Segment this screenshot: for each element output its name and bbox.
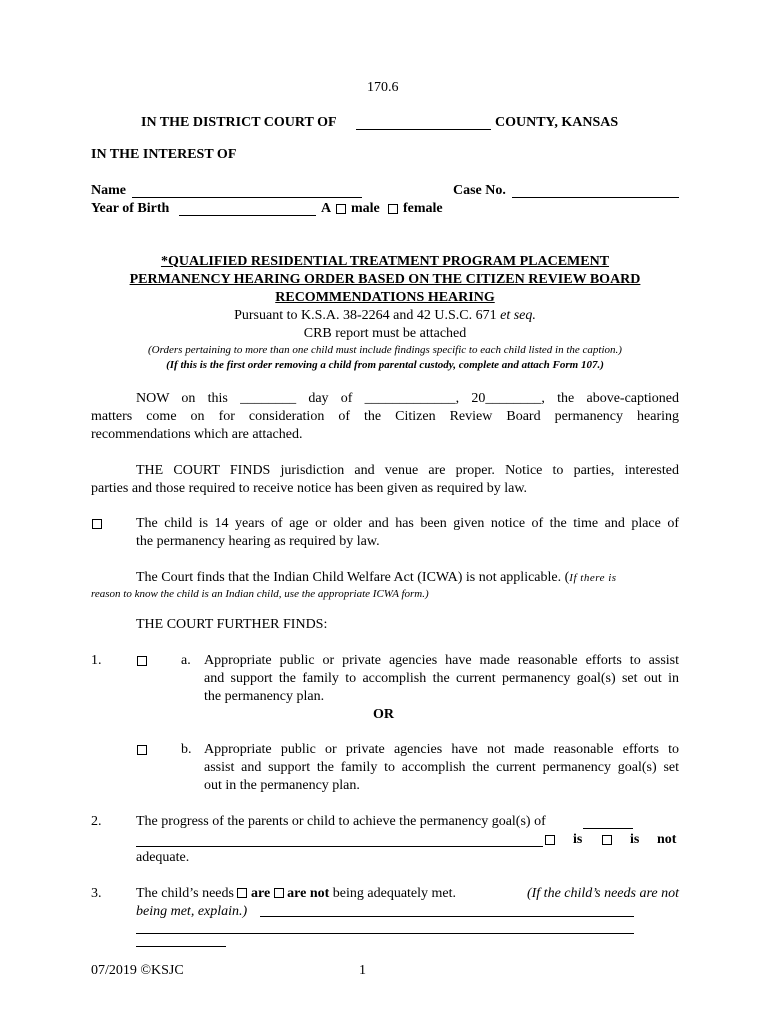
item-1a-line3: the permanency plan. — [204, 689, 325, 704]
needs-explain-note-1: (If the child’s needs are not — [526, 886, 679, 901]
county-blank[interactable] — [356, 117, 491, 130]
female-label: female — [403, 201, 443, 216]
item-2-line1: The progress of the parents or child to achieve the permanency goal(s) of — [136, 814, 546, 829]
footer-date: 07/2019 ©KSJC — [91, 963, 184, 978]
icwa-italic: If there is — [569, 572, 617, 584]
goal-blank-1[interactable] — [583, 816, 633, 829]
now-line1: NOW on this ________ day of _____________, 20________, the above-captioned — [136, 391, 679, 406]
first-order-note: (If this is the first order removing a child from parental custody, complete and attach Form 107.) — [166, 359, 604, 371]
explain-line-1[interactable] — [260, 916, 634, 917]
yob-blank[interactable] — [179, 203, 316, 216]
age-line2: the permanency hearing as required by law. — [136, 534, 380, 549]
further-finds-heading: THE COURT FURTHER FINDS: — [136, 617, 328, 632]
needs-are-checkbox[interactable] — [237, 888, 247, 898]
name-label: Name — [91, 183, 126, 198]
age-14-checkbox[interactable] — [92, 519, 102, 529]
multi-child-note: (Orders pertaining to more than one child must include findings specific to each child listed in the caption.) — [148, 344, 622, 356]
item-1a-checkbox[interactable] — [137, 656, 147, 666]
statute-prefix: Pursuant to K.S.A. 38-2264 and 42 U.S.C. 671 — [234, 308, 497, 323]
needs-are-label: are — [250, 886, 271, 901]
name-blank[interactable] — [132, 185, 362, 198]
item-1b-line1: Appropriate public or private agencies have not made reasonable efforts to — [204, 742, 679, 757]
icwa-text: The Court finds that the Indian Child Welfare Act (ICWA) is not applicable. ( — [136, 570, 570, 585]
form-number: 170.6 — [367, 80, 399, 95]
needs-met-text: being adequately met. — [332, 886, 457, 901]
case-blank[interactable] — [512, 185, 679, 198]
item-3-line1 — [136, 886, 679, 902]
finds-line1: THE COURT FINDS jurisdiction and venue are proper. Notice to parties, interested — [136, 463, 679, 478]
now-line2: matters come on for consideration of the Citizen Review Board permanency hearing — [91, 409, 679, 424]
statute-italic: et seq. — [500, 308, 536, 323]
item-1-number: 1. — [91, 653, 102, 668]
item-1b-line2: assist and support the family to accomplish the current permanency goal(s) set — [204, 760, 679, 775]
case-label: Case No. — [453, 183, 506, 198]
explain-line-2[interactable] — [136, 933, 634, 934]
page-number: 1 — [359, 963, 366, 978]
item-1b-line3: out in the permanency plan. — [204, 778, 360, 793]
court-prefix: IN THE DISTRICT COURT OF — [141, 115, 337, 130]
a-label: A — [321, 201, 332, 216]
item-2-number: 2. — [91, 814, 102, 829]
item-1a-line1: Appropriate public or private agencies have made reasonable efforts to assist — [204, 653, 679, 668]
statute-line — [0, 308, 770, 324]
now-line3: recommendations which are attached. — [91, 427, 303, 442]
or-label: OR — [373, 707, 394, 722]
progress-is-not-label-not: not — [657, 832, 677, 847]
title-line1: *QUALIFIED RESIDENTIAL TREATMENT PROGRAM PLACEMENT — [160, 254, 610, 269]
now-paragraph — [91, 391, 679, 443]
item-1b-letter: b. — [181, 742, 192, 757]
progress-is-not-label-is: is — [630, 832, 640, 847]
crb-note: CRB report must be attached — [303, 326, 467, 341]
item-1a-line2: and support the family to accomplish the current permanency goal(s) set out in — [204, 671, 679, 686]
item-1b-text — [204, 742, 679, 794]
item-3-number: 3. — [91, 886, 102, 901]
needs-are-not-checkbox[interactable] — [274, 888, 284, 898]
progress-is-label: is — [573, 832, 583, 847]
finds-line2: parties and those required to receive notice has been given as required by law. — [91, 481, 528, 496]
item-1a-text — [204, 653, 679, 705]
title-line3: RECOMMENDATIONS HEARING — [275, 290, 495, 305]
item-1a-letter: a. — [181, 653, 191, 668]
explain-line-3[interactable] — [136, 946, 226, 947]
needs-explain-note-2: being met, explain.) — [136, 904, 248, 919]
finds-paragraph — [91, 463, 679, 497]
male-checkbox[interactable] — [336, 204, 346, 214]
age-paragraph — [136, 516, 679, 550]
male-label: male — [351, 201, 380, 216]
progress-is-checkbox[interactable] — [545, 835, 555, 845]
icwa-line2: reason to know the child is an Indian child, use the appropriate ICWA form.) — [91, 588, 429, 600]
goal-blank-2[interactable] — [136, 834, 543, 847]
court-suffix: COUNTY, KANSAS — [495, 115, 619, 130]
female-checkbox[interactable] — [388, 204, 398, 214]
yob-label: Year of Birth — [91, 201, 170, 216]
item-1b-checkbox[interactable] — [137, 745, 147, 755]
adequate-label: adequate. — [136, 850, 190, 865]
progress-is-not-checkbox[interactable] — [602, 835, 612, 845]
icwa-line1 — [136, 570, 617, 586]
needs-text: The child’s needs — [136, 886, 234, 901]
title-line2: PERMANENCY HEARING ORDER BASED ON THE CITIZEN REVIEW BOARD — [129, 272, 641, 287]
interest-of-label: IN THE INTEREST OF — [91, 147, 237, 162]
age-line1: The child is 14 years of age or older and has been given notice of the time and place of — [136, 516, 679, 531]
needs-are-not-label: are not — [287, 886, 330, 901]
